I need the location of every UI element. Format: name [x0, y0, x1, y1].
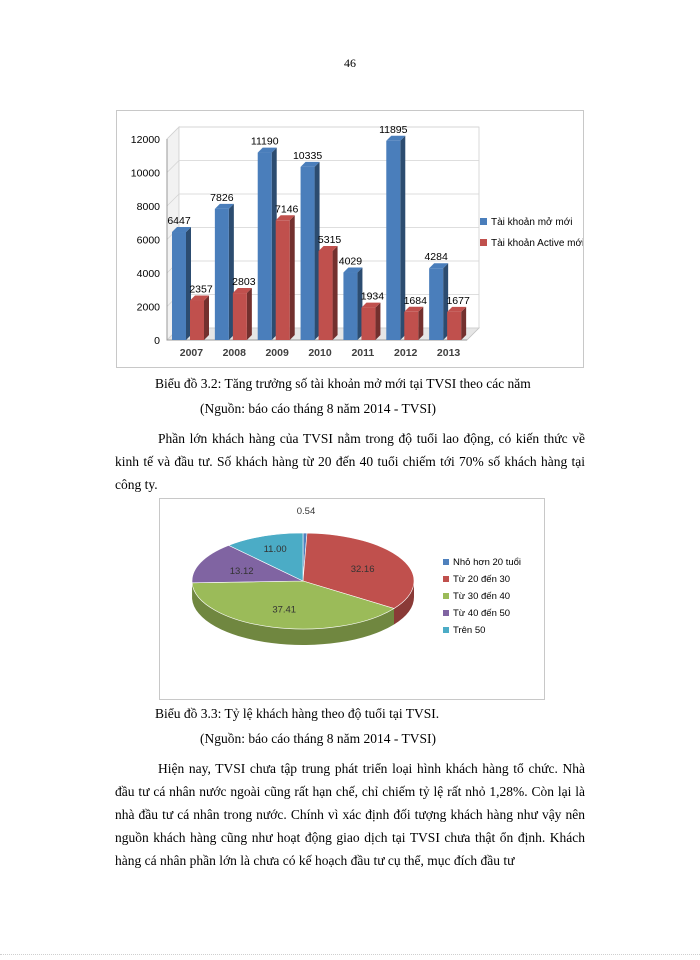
x-tick-label: 2013	[436, 347, 461, 359]
bar-side	[333, 246, 338, 340]
chart1-source: (Nguồn: báo cáo tháng 8 năm 2014 - TVSI)	[200, 401, 436, 416]
legend-swatch	[480, 218, 487, 225]
data-label: 11895	[379, 123, 408, 136]
bar-side	[461, 307, 466, 340]
bar-new-accounts	[386, 141, 400, 340]
pie-value-label: 32.16	[350, 564, 375, 576]
legend-swatch	[443, 576, 449, 582]
legend-label: Từ 30 đến 40	[453, 591, 511, 602]
bar-new-accounts	[343, 273, 357, 340]
legend-label: Tài khoản mở mới	[491, 217, 573, 228]
x-tick-label: 2012	[394, 347, 418, 359]
x-tick-label: 2010	[308, 347, 332, 359]
bar-chart-frame	[116, 110, 584, 368]
x-tick-label: 2011	[351, 347, 375, 359]
data-label: 4284	[424, 251, 448, 264]
chart1-caption: Biểu đồ 3.2: Tăng trưởng số tài khoản mở mới tại TVSI theo các năm	[155, 376, 531, 391]
bar-active-accounts	[276, 220, 290, 340]
y-tick-label: 2000	[136, 301, 160, 314]
bar-new-accounts	[301, 167, 315, 340]
legend-label: Tài khoản Active mới	[491, 238, 583, 249]
data-label: 1677	[446, 294, 470, 307]
pie-value-label: 0.54	[296, 506, 316, 517]
paragraph-2: Hiện nay, TVSI chưa tập trung phát triển loại hình khách hàng tổ chức. Nhà đầu tư cá nhân nước ngoài cũng rất hạn chế, chỉ chiếm tỷ lệ rất nhỏ 1,28%. Còn lại là nhà đầu tư cá nhân trong nước. Chính vì xác định đối tượng khách hàng như vậy nên nguồn khách hàng cũng như hoạt động giao dịch tại TVSI chưa thật ổn định. Khách hàng cá nhân phần lớn là chưa có kế hoạch đầu tư cụ thể, mục đích đầu tư	[115, 761, 585, 868]
bar-active-accounts	[404, 312, 418, 340]
legend-swatch	[480, 239, 487, 246]
bar-side	[400, 136, 405, 340]
data-label: 11190	[250, 135, 279, 148]
chart2-source: (Nguồn: báo cáo tháng 8 năm 2014 - TVSI)	[200, 731, 436, 746]
y-tick-label: 4000	[136, 268, 160, 280]
data-label: 6447	[167, 215, 191, 228]
data-label: 2803	[232, 276, 256, 289]
y-tick-label: 8000	[136, 201, 160, 213]
bar-side	[247, 288, 252, 340]
bar-active-accounts	[361, 308, 375, 340]
y-tick-label: 0	[154, 335, 160, 347]
page-number: 46	[344, 56, 356, 70]
pie-chart-frame	[159, 498, 545, 700]
y-tick-label: 12000	[130, 134, 160, 146]
legend-label: Từ 20 đến 30	[453, 574, 511, 585]
bar-new-accounts	[215, 209, 229, 340]
x-tick-label: 2009	[265, 347, 289, 359]
data-label: 4029	[338, 255, 363, 268]
data-label: 1684	[403, 294, 427, 307]
page-bottom-rule	[0, 954, 700, 955]
y-tick-label: 6000	[136, 234, 160, 247]
legend-swatch	[443, 593, 449, 599]
bar-side	[418, 307, 423, 340]
data-label: 2357	[189, 283, 213, 296]
pie-value-label: 13.12	[229, 565, 254, 577]
bar-chart	[117, 111, 583, 367]
x-tick-label: 2008	[222, 347, 246, 359]
data-label: 7146	[275, 203, 299, 216]
paragraph-1: Phần lớn khách hàng của TVSI nằm trong độ tuổi lao động, có kiến thức về kinh tế và đầu tư. Số khách hàng từ 20 đến 40 tuổi chiếm tới 70% số khách hàng tại công ty.	[115, 431, 585, 492]
data-label: 10335	[292, 149, 323, 162]
chart2-caption: Biểu đồ 3.3: Tỷ lệ khách hàng theo độ tuổi tại TVSI.	[155, 706, 440, 721]
bar-side	[204, 296, 209, 340]
legend-swatch	[443, 627, 449, 633]
y-tick-label: 10000	[130, 167, 160, 180]
bar-active-accounts	[190, 301, 204, 340]
data-label: 1934	[360, 290, 385, 303]
pie-value-label: 11.00	[263, 544, 287, 556]
bar-side	[290, 215, 295, 340]
data-label: 5315	[317, 233, 342, 246]
bar-new-accounts	[429, 268, 443, 340]
legend-swatch	[443, 559, 449, 565]
legend-label: Trên 50	[453, 625, 486, 636]
bar-new-accounts	[258, 153, 272, 340]
data-label: 7826	[210, 191, 234, 204]
bar-new-accounts	[172, 232, 186, 340]
legend-label: Nhỏ hơn 20 tuổi	[453, 557, 522, 568]
pie-chart	[160, 499, 544, 699]
bar-active-accounts	[447, 312, 461, 340]
legend-swatch	[443, 610, 449, 616]
legend-label: Từ 40 đến 50	[453, 608, 511, 619]
bar-active-accounts	[319, 251, 333, 340]
bar-active-accounts	[233, 293, 247, 340]
x-tick-label: 2007	[179, 347, 204, 359]
pie-value-label: 37.41	[272, 604, 297, 616]
bar-side	[375, 303, 380, 340]
